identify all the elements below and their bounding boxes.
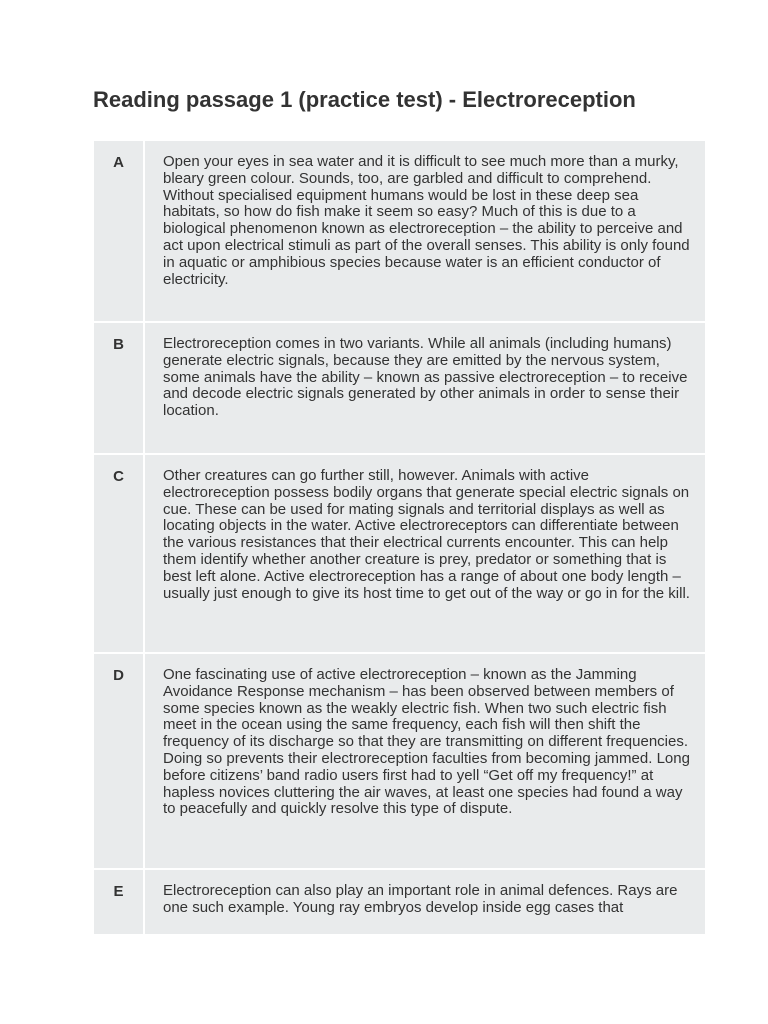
paragraph-letter: E <box>94 870 145 934</box>
paragraph-row-e <box>94 870 705 934</box>
passage-table <box>94 141 705 934</box>
paragraph-row-a <box>94 141 705 323</box>
paragraph-text: Other creatures can go further still, however. Animals with active electroreception possess bodily organs that generate special electric signals on cue. These can be used for mating signals and territorial displays as well as locating objects in the water. Active electroreceptors can differentiate between the various resistances that their electrical currents encounter. This can help them identify whether another creature is prey, predator or something that is best left alone. Active electroreception has a range of about one body length – usually just enough to give its host time to get out of the way or go in for the kill. <box>163 467 690 602</box>
paragraph-row-d <box>94 654 705 870</box>
paragraph-row-c <box>94 455 705 654</box>
paragraph-letter: D <box>94 654 145 868</box>
paragraph-letter: B <box>94 323 145 453</box>
paragraph-row-b <box>94 323 705 455</box>
paragraph-letter: A <box>94 141 145 321</box>
paragraph-text: Electroreception can also play an important role in animal defences. Rays are one such example. Young ray embryos develop inside egg cases that <box>163 882 678 916</box>
paragraph-text: Open your eyes in sea water and it is difficult to see much more than a murky, bleary green colour. Sounds, too, are garbled and difficult to comprehend. Without specialised equipment humans would be lost in these deep sea habitats, so how do fish make it seem so easy? Much of this is due to a biological phenomenon known as electroreception – the ability to perceive and act upon electrical stimuli as part of the overall senses. This ability is only found in aquatic or amphibious species because water is an efficient conductor of electricity. <box>163 153 690 288</box>
page-title: Reading passage 1 (practice test) - Electroreception <box>93 87 636 112</box>
paragraph-text: Electroreception comes in two variants. While all animals (including humans) generate electric signals, because they are emitted by the nervous system, some animals have the ability – known as passive electroreception – to receive and decode electric signals generated by other animals in order to sense their location. <box>163 335 688 420</box>
paragraph-letter: C <box>94 455 145 652</box>
paragraph-text: One fascinating use of active electroreception – known as the Jamming Avoidance Response mechanism – has been observed between members of some species known as the weakly electric fish. When two such electric fish meet in the ocean using the same frequency, each fish will then shift the frequency of its discharge so that they are transmitting on different frequencies. Doing so prevents their electroreception faculties from becoming jammed. Long before citizens’ band radio users first had to yell “Get off my frequency!” at hapless novices cluttering the air waves, at least one species had found a way to peacefully and quickly resolve this type of dispute. <box>163 666 690 818</box>
